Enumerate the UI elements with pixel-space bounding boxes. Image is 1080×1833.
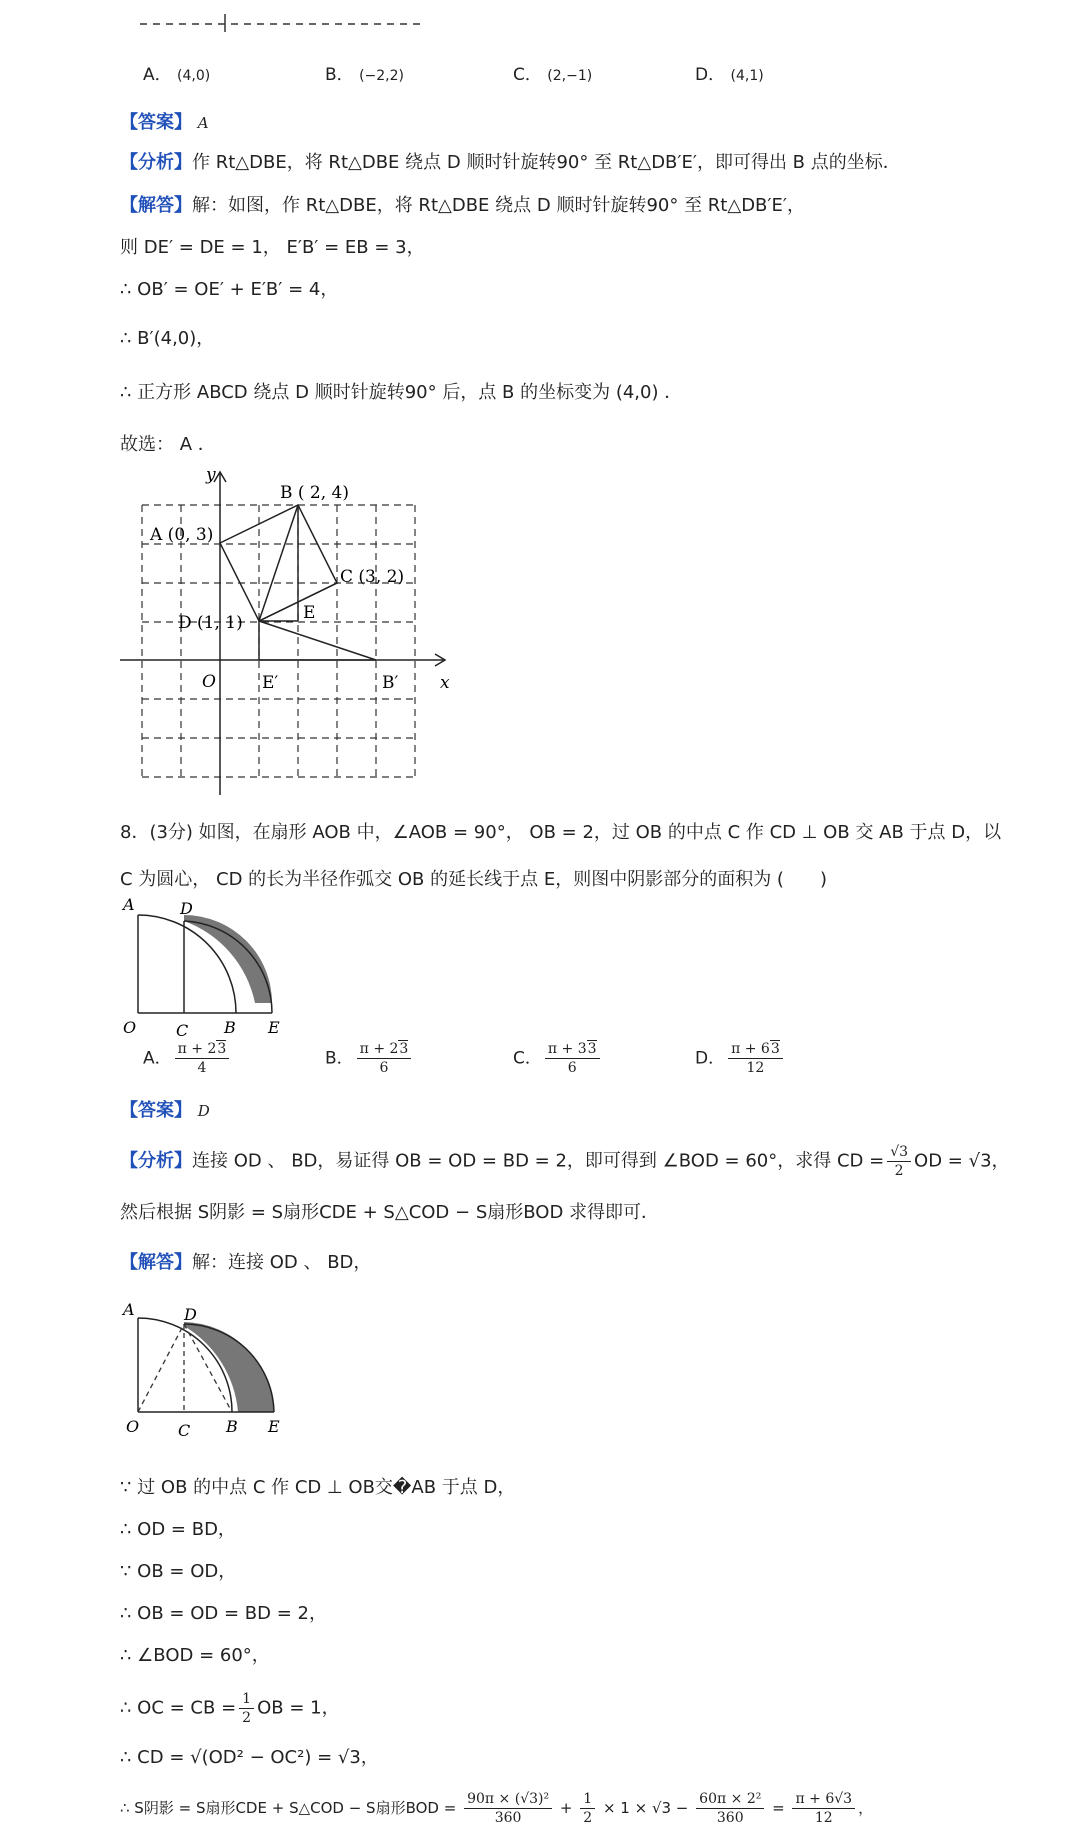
fig2-label-b: B: [226, 1417, 238, 1436]
fig1-label-d: D: [180, 899, 193, 918]
q7-step2: ∴ OB′ = OE′ + E′B′ = 4，: [120, 279, 339, 300]
fig2-label-e: E: [268, 1417, 280, 1436]
q7-option-b: B． (−2,2): [325, 65, 404, 85]
fig2-label-c: C: [178, 1421, 191, 1440]
q8-analysis: 【分析】连接 OD 、 BD，易证得 OB = OD = BD = 2，即可得到 ∠BOD = 60°，求得 CD = $\frac{√3}{2}$ OD = √3，: [120, 1144, 1010, 1179]
q8-solution: 【解答】解：连接 OD 、 BD，: [120, 1252, 372, 1273]
q8-option-c: C． $\frac{\pi + 33}{6}$: [513, 1040, 603, 1077]
q8-step8: ∴ S阴影 = S扇形CDE + S△COD − S扇形BOD = $\frac{\text{90π × (√3)²}}{360}$ + $\frac{1}{2}$ × 1 × √3 − $\frac{\text{60π × 2²}}{360}$ = $\frac{\pi + 6√3}{12}$ ，: [120, 1791, 874, 1826]
q7-choice: 故选： A ．: [120, 434, 216, 455]
q8-option-d: D． $\frac{\pi + 63}{12}$: [695, 1040, 786, 1077]
label-c: C (3, 2): [340, 567, 405, 587]
q8-answer: 【答案】 D: [120, 1100, 210, 1121]
q8-step7: ∴ CD = √(OD² − OC²) = √3，: [120, 1747, 379, 1768]
previous-figure-fragment: [135, 10, 425, 32]
q8-step5: ∴ ∠BOD = 60°，: [120, 1645, 270, 1666]
fig2-label-d: D: [184, 1305, 197, 1324]
q7-option-a: A． (4,0): [143, 65, 211, 85]
label-b-prime: B′: [382, 673, 399, 693]
fig1-label-c: C: [176, 1021, 189, 1040]
x-axis-label: x: [440, 673, 450, 693]
q8-step6: ∴ OC = CB = $\frac{1}{2}$ OB = 1，: [120, 1691, 340, 1726]
q7-step1: 则 DE′ = DE = 1， E′B′ = EB = 3，: [120, 237, 425, 258]
q7-option-c: C． (2,−1): [513, 65, 593, 85]
q8-analysis-line2: 然后根据 S阴影 = S扇形CDE + S△COD − S扇形BOD 求得即可．: [120, 1202, 660, 1223]
fig2-label-o: O: [126, 1417, 140, 1436]
label-e-prime: E′: [262, 673, 279, 693]
q8-option-b: B． $\frac{\pi + 23}{6}$: [325, 1040, 414, 1077]
fig1-label-o: O: [123, 1018, 137, 1037]
q8-solution-figure: [118, 1300, 298, 1450]
q7-step4: ∴ 正方形 ABCD 绕点 D 顺时针旋转90° 后，点 B 的坐标变为 (4,0) ．: [120, 382, 683, 403]
label-b: B ( 2, 4): [280, 483, 350, 503]
origin-label: O: [202, 672, 216, 692]
q8-step3: ∵ OB = OD，: [120, 1561, 237, 1582]
q8-option-a: A． $\frac{\pi + 23}{4}$: [143, 1040, 232, 1077]
q7-step3: ∴ B′(4,0)，: [120, 328, 215, 349]
y-axis-label: y: [206, 465, 216, 485]
fig1-label-b: B: [224, 1018, 236, 1037]
q8-step4: ∴ OB = OD = BD = 2，: [120, 1603, 327, 1624]
label-e: E: [303, 603, 316, 623]
q7-coordinate-figure: [110, 460, 470, 800]
q8-stem-line1: 8．(3分) 如图，在扇形 AOB 中，∠AOB = 90°， OB = 2，过 OB 的中点 C 作 CD ⊥ OB 交 AB 于点 D，以: [120, 822, 1002, 843]
fig2-label-a: A: [123, 1300, 135, 1319]
label-a: A (0, 3): [150, 525, 214, 545]
fig1-label-e: E: [268, 1018, 280, 1037]
q8-stem-line2: C 为圆心， CD 的长为半径作弧交 OB 的延长线于点 E，则图中阴影部分的面积为 ( ): [120, 869, 827, 890]
fig1-label-a: A: [123, 895, 135, 914]
label-d: D (1, 1): [178, 613, 243, 633]
q7-solution: 【解答】解：如图，作 Rt△DBE，将 Rt△DBE 绕点 D 顺时针旋转90° 至 Rt△DB′E′，: [120, 195, 805, 216]
q7-answer: 【答案】 A: [120, 112, 209, 133]
q8-sector-figure: [118, 895, 298, 1045]
q7-option-d: D． (4,1): [695, 65, 764, 85]
q8-step1: ∵ 过 OB 的中点 C 作 CD ⊥ OB交�AB 于点 D，: [120, 1477, 516, 1498]
q8-step2: ∴ OD = BD，: [120, 1519, 236, 1540]
q7-analysis: 【分析】作 Rt△DBE，将 Rt△DBE 绕点 D 顺时针旋转90° 至 Rt△DB′E′，即可得出 B 点的坐标．: [120, 152, 901, 173]
